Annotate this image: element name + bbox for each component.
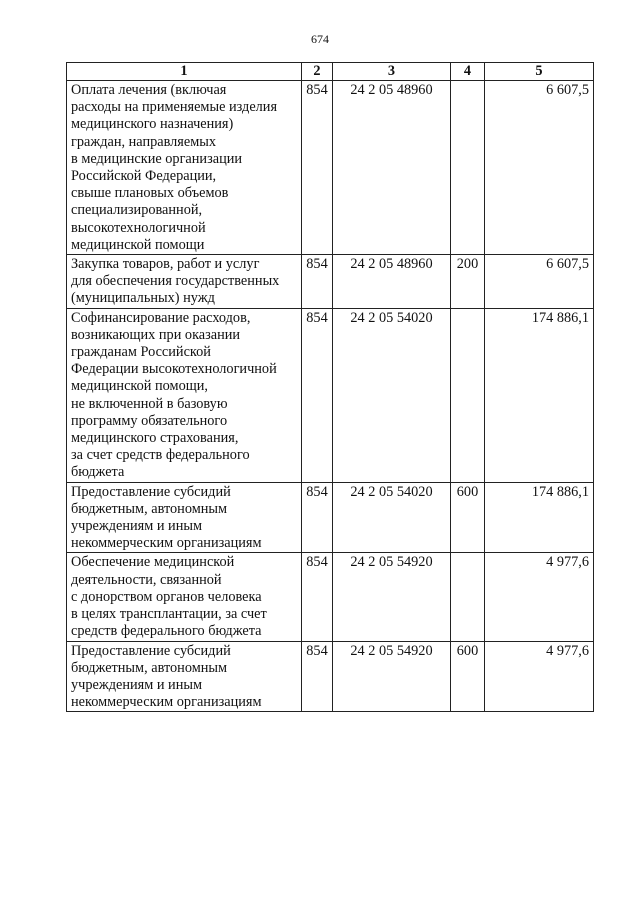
row-name: Обеспечение медицинской деятельности, связанной с донорством органов человека в целях трансплантации, за счет средств федерального бюджета bbox=[67, 553, 302, 641]
header-col-4: 4 bbox=[451, 63, 485, 81]
row-ministry: 854 bbox=[302, 308, 333, 482]
header-col-5: 5 bbox=[485, 63, 594, 81]
row-target: 24 2 05 54920 bbox=[333, 553, 451, 641]
row-target: 24 2 05 54920 bbox=[333, 641, 451, 712]
page-number: 674 bbox=[311, 32, 329, 46]
row-target: 24 2 05 48960 bbox=[333, 81, 451, 255]
row-ministry: 854 bbox=[302, 553, 333, 641]
header-col-1: 1 bbox=[67, 63, 302, 81]
row-target: 24 2 05 54020 bbox=[333, 482, 451, 553]
header-col-2: 2 bbox=[302, 63, 333, 81]
row-name: Предоставление субсидий бюджетным, автономным учреждениям и иным некоммерческим организациям bbox=[67, 482, 302, 553]
budget-table bbox=[66, 62, 594, 712]
row-name: Оплата лечения (включая расходы на применяемые изделия медицинского назначения) граждан, направляемых в медицинские организации Российской Федерации, свыше плановых объемов специализированной, высокотехнологичной медицинской помощи bbox=[67, 81, 302, 255]
row-target: 24 2 05 54020 bbox=[333, 308, 451, 482]
row-amount: 6 607,5 bbox=[485, 81, 594, 255]
row-ministry: 854 bbox=[302, 641, 333, 712]
table-row bbox=[67, 553, 594, 641]
row-ministry: 854 bbox=[302, 482, 333, 553]
row-amount: 174 886,1 bbox=[485, 308, 594, 482]
row-expense-type bbox=[451, 81, 485, 255]
row-name: Закупка товаров, работ и услуг для обеспечения государственных (муниципальных) нужд bbox=[67, 255, 302, 309]
table-row bbox=[67, 308, 594, 482]
header-col-3: 3 bbox=[333, 63, 451, 81]
header-row bbox=[67, 63, 594, 81]
row-amount: 4 977,6 bbox=[485, 553, 594, 641]
table-row bbox=[67, 255, 594, 309]
row-amount: 174 886,1 bbox=[485, 482, 594, 553]
table-header bbox=[67, 63, 594, 81]
row-name: Предоставление субсидий бюджетным, автономным учреждениям и иным некоммерческим организациям bbox=[67, 641, 302, 712]
table-row bbox=[67, 641, 594, 712]
table-row bbox=[67, 81, 594, 255]
row-target: 24 2 05 48960 bbox=[333, 255, 451, 309]
row-expense-type: 600 bbox=[451, 482, 485, 553]
row-expense-type bbox=[451, 308, 485, 482]
row-name: Софинансирование расходов, возникающих при оказании гражданам Российской Федерации высокотехнологичной медицинской помощи, не включенной в базовую программу обязательного медицинского страхования, за счет средств федерального бюджета bbox=[67, 308, 302, 482]
row-expense-type: 200 bbox=[451, 255, 485, 309]
row-amount: 4 977,6 bbox=[485, 641, 594, 712]
row-amount: 6 607,5 bbox=[485, 255, 594, 309]
row-ministry: 854 bbox=[302, 81, 333, 255]
row-ministry: 854 bbox=[302, 255, 333, 309]
row-expense-type: 600 bbox=[451, 641, 485, 712]
row-expense-type bbox=[451, 553, 485, 641]
table-row bbox=[67, 482, 594, 553]
